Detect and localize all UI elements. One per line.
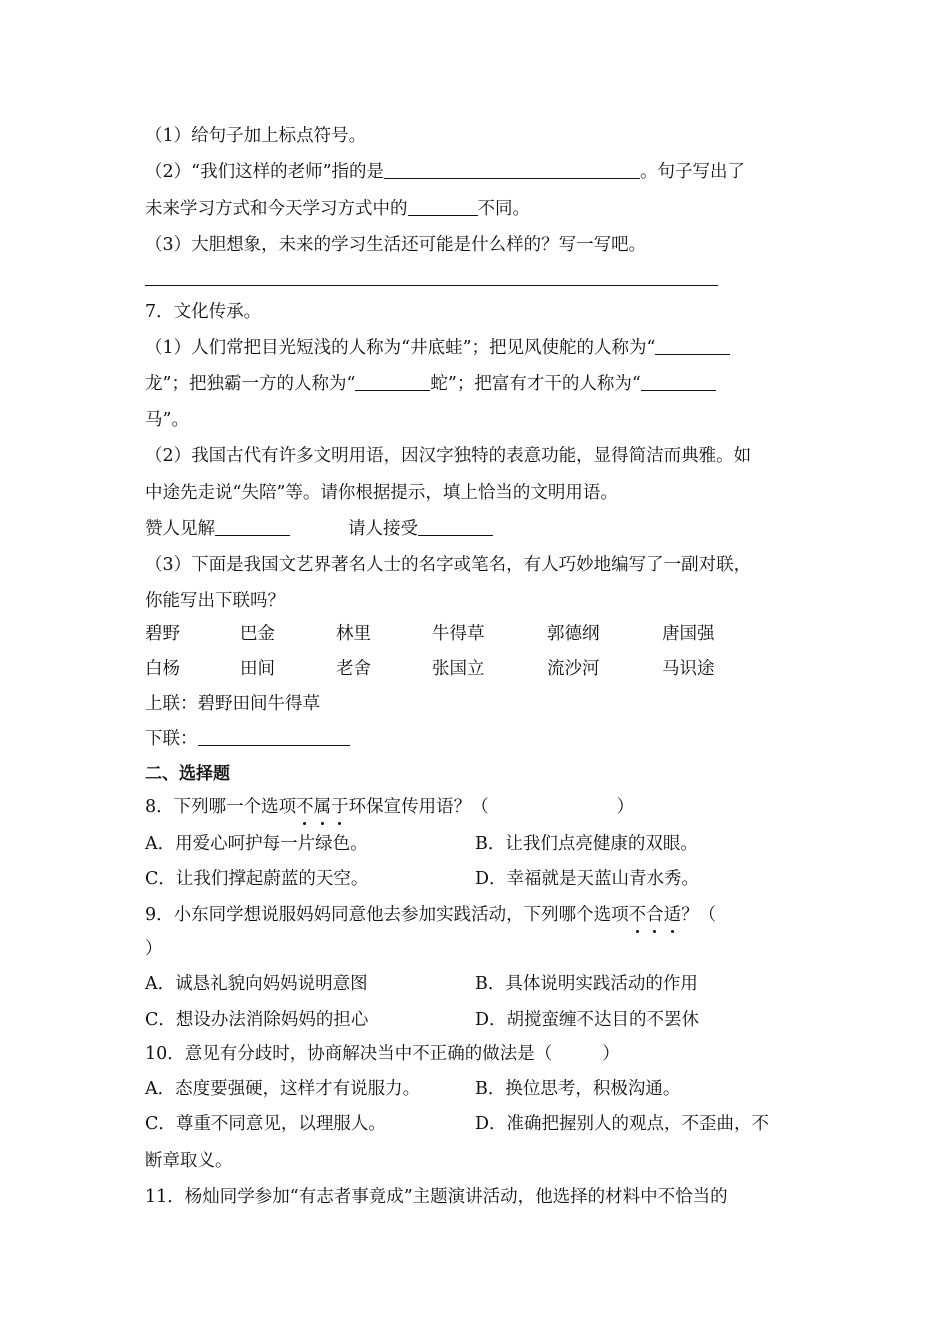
name-cell: 老舍 — [336, 659, 371, 679]
q6-sub2-text-a: （2）“我们这样的老师”指的是 — [145, 162, 385, 182]
q10-option-a[interactable]: A．态度要强硬，这样才有说服力。 — [145, 1079, 421, 1099]
q8-stem-b: 环保宣传用语？（ — [348, 797, 489, 817]
q10-stem-a: 10．意见有分歧时，协商解决当中不正确的做法是（ — [145, 1044, 553, 1064]
name-cell: 碧野 — [145, 624, 180, 644]
q10-option-c[interactable]: C．尊重不同意见，以理服人。 — [145, 1114, 386, 1134]
q9-emphasis-char: 不 — [628, 905, 647, 925]
q9-stem-a: 9．小东同学想说服妈妈同意他去参加实践活动，下列哪个选项 — [145, 905, 629, 925]
q9-option-c[interactable]: C．想设办法消除妈妈的担心 — [145, 1010, 369, 1030]
q10-stem-b: ） — [602, 1044, 620, 1064]
name-cell: 白杨 — [145, 659, 180, 679]
q9-stem-close: ） — [145, 939, 163, 959]
name-cell: 张国立 — [432, 659, 485, 679]
q9-stem-b: ？（ — [681, 905, 717, 925]
q7-s3-line2: 你能写出下联吗？ — [145, 591, 285, 611]
q7-blank-accept[interactable] — [418, 517, 493, 536]
q9-option-b[interactable]: B．具体说明实践活动的作用 — [475, 974, 698, 994]
q8-emphasis-char: 属 — [313, 797, 332, 817]
q8-option-b[interactable]: B．让我们点亮健康的双眼。 — [475, 834, 698, 854]
name-cell: 郭德纲 — [547, 624, 600, 644]
q9-option-d[interactable]: D．胡搅蛮缠不达目的不罢休 — [475, 1010, 700, 1030]
couplet-upper: 上联：碧野田间牛得草 — [145, 694, 320, 714]
q6-sub2-line1 — [145, 160, 745, 184]
q10-option-d[interactable]: D．准确把握别人的观点，不歪曲，不 — [475, 1114, 770, 1134]
q9-emphasis-char: 适 — [663, 905, 682, 925]
q7-s1-line3: 马”。 — [145, 410, 189, 430]
name-cell: 巴金 — [240, 624, 275, 644]
q6-sub2-line2 — [145, 197, 530, 221]
name-cell: 唐国强 — [662, 624, 715, 644]
q6-sub2-text-d: 不同。 — [477, 199, 530, 219]
q8-option-c[interactable]: C．让我们撑起蔚蓝的天空。 — [145, 869, 369, 889]
q6-sub3: （3）大胆想象，未来的学习生活还可能是什么样的？写一写吧。 — [145, 235, 647, 255]
name-cell: 林里 — [336, 624, 371, 644]
q7-blank-horse[interactable] — [641, 372, 716, 391]
q9-option-a[interactable]: A．诚恳礼貌向妈妈说明意图 — [145, 974, 368, 994]
q9-stem — [145, 903, 716, 927]
name-cell: 流沙河 — [547, 659, 600, 679]
couplet-lower — [145, 727, 350, 751]
q7-blank-praise[interactable] — [215, 517, 290, 536]
q9-emphasis-char: 合 — [646, 905, 664, 925]
q6-sub1: （1）给句子加上标点符号。 — [145, 126, 367, 146]
q6-sub2-blank-1[interactable] — [384, 160, 640, 179]
q7-title: 7．文化传承。 — [145, 302, 262, 322]
q7-s2-label-praise: 赞人见解 — [145, 519, 215, 539]
q10-stem — [145, 1042, 620, 1066]
q8-stem — [145, 795, 634, 819]
name-cell: 牛得草 — [432, 624, 485, 644]
q10-option-b[interactable]: B．换位思考，积极沟通。 — [475, 1079, 681, 1099]
q8-stem-a: 8．下列哪一个选项 — [145, 797, 297, 817]
q7-s1-text-a: （1）人们常把目光短浅的人称为“井底蛙”；把见风使舵的人称为“ — [145, 338, 656, 358]
q10-option-d-cont: 断章取义。 — [145, 1151, 233, 1171]
q6-sub2-text-c: 未来学习方式和今天学习方式中的 — [145, 199, 408, 219]
name-cell: 马识途 — [662, 659, 715, 679]
q8-emphasis-char: 不 — [296, 797, 314, 817]
q7-s2-line2: 中途先走说“失陪”等。请你根据提示，填上恰当的文明用语。 — [145, 483, 618, 503]
q6-sub2-blank-2[interactable] — [408, 197, 478, 216]
q8-option-d[interactable]: D．幸福就是天蓝山青水秀。 — [475, 869, 700, 889]
q7-s2-line1: （2）我国古代有许多文明用语，因汉字独特的表意功能，显得简洁而典雅。如 — [145, 446, 752, 466]
q11-stem: 11．杨灿同学参加“有志者事竟成”主题演讲活动，他选择的材料中不恰当的 — [145, 1187, 728, 1207]
q7-s1-line2 — [145, 372, 716, 396]
q6-answer-line[interactable] — [145, 285, 718, 286]
q7-s1-line1 — [145, 336, 730, 360]
section-heading: 二、选择题 — [145, 764, 230, 784]
couplet-lower-blank[interactable] — [198, 727, 350, 746]
q7-s2-label-accept: 请人接受 — [348, 519, 418, 539]
q7-blank-dragon[interactable] — [655, 336, 730, 355]
q6-sub2-text-b: 。句子写出了 — [640, 162, 746, 182]
q7-s1-text-b: 龙”；把独霸一方的人称为“ — [145, 374, 356, 394]
q7-s3-line1: （3）下面是我国文艺界著名人士的名字或笔名，有人巧妙地编写了一副对联， — [145, 555, 752, 575]
q8-emphasis-char: 于 — [331, 797, 349, 817]
name-cell: 田间 — [240, 659, 275, 679]
couplet-lower-label: 下联： — [145, 729, 198, 749]
q7-s2-line3 — [145, 517, 493, 541]
q7-s1-text-c: 蛇”；把富有才干的人称为“ — [430, 374, 641, 394]
q8-stem-c: ） — [616, 797, 635, 817]
q8-option-a[interactable]: A．用爱心呵护每一片绿色。 — [145, 834, 368, 854]
q7-blank-snake[interactable] — [355, 372, 430, 391]
